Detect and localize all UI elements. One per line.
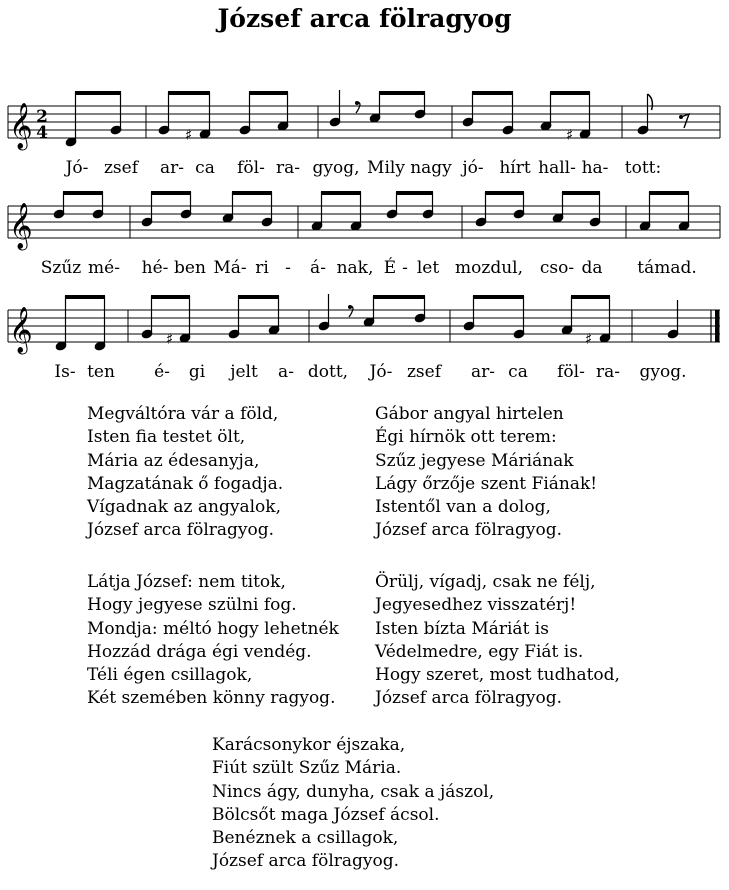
lyric-syllable: gyog.	[639, 362, 687, 382]
lyric-syllable: föl-	[237, 158, 265, 178]
verse-line: József arca fölragyog.	[375, 688, 563, 709]
lyric-syllable: támad.	[637, 258, 697, 278]
lyric-syllable: föl-	[557, 362, 585, 382]
verse-line: Nincs ágy, dunyha, csak a jászol,	[212, 781, 495, 802]
staff-system-2	[0, 186, 729, 250]
verse-line: Karácsonykor éjszaka,	[212, 735, 406, 755]
lyric-syllable: nak,	[336, 258, 374, 278]
lyric-syllable: a-	[278, 362, 294, 382]
verse-line: Fiút szült Szűz Mária.	[212, 758, 402, 779]
lyric-syllable: ca	[508, 362, 528, 382]
verse-line: József arca fölragyog.	[375, 520, 563, 541]
verse-line: Isten fia testet ölt,	[87, 427, 246, 448]
verse-1	[87, 403, 283, 543]
lyric-syllable: jelt	[230, 362, 258, 382]
verse-2	[375, 403, 597, 543]
treble-clef-icon: 𝄞	[9, 103, 33, 149]
verse-line: Gábor angyal hirtelen	[375, 404, 564, 424]
song-title: József arca fölragyog	[217, 4, 512, 33]
verse-line: József arca fölragyog.	[212, 851, 400, 872]
lyric-syllable: Is-	[54, 362, 76, 382]
lyric-syllable: É	[383, 258, 397, 278]
lyric-syllable: Jó-	[65, 158, 89, 178]
sharp-icon: ♯	[185, 126, 193, 144]
lyric-syllable: á-	[310, 258, 326, 278]
treble-clef-icon: 𝄞	[9, 203, 33, 249]
lyric-syllable: hé-	[141, 258, 169, 278]
lyric-syllable: ar-	[470, 362, 496, 382]
verse-line: Magzatának ő fogadja.	[87, 473, 284, 494]
verse-line: Védelmedre, egy Fiát is.	[375, 641, 584, 662]
lyric-syllable: ten	[87, 362, 115, 382]
sharp-icon: ♯	[566, 126, 574, 144]
lyric-syllable: let	[416, 258, 440, 278]
verse-5	[212, 734, 494, 874]
lyric-syllable: gi	[188, 362, 206, 382]
time-signature-bottom: 4	[36, 123, 48, 143]
lyric-syllable: zsef	[103, 158, 139, 178]
verse-line: Két szemében könny ragyog.	[87, 688, 336, 709]
final-barline	[715, 310, 720, 342]
verse-line: Hogy szeret, most tudhatod,	[375, 665, 620, 686]
lyric-syllable: -	[285, 258, 291, 278]
lyric-syllable: hírt	[499, 158, 531, 178]
verse-line: Isten bízta Máriát is	[375, 618, 549, 639]
lyric-syllable: ha-	[581, 158, 609, 178]
verse-3	[87, 571, 339, 711]
sharp-icon: ♯	[166, 330, 174, 348]
verse-line: Bölcsőt maga József ácsol.	[212, 804, 440, 825]
lyric-syllable: da	[581, 258, 603, 278]
lyric-syllable: zsef	[406, 362, 442, 382]
verse-line: Mária az édesanyja,	[87, 450, 260, 471]
lyric-syllable: ri	[255, 258, 269, 278]
lyric-syllable: cso-	[539, 258, 575, 278]
lyric-syllable: Má-	[213, 258, 247, 278]
lyric-syllable: ca	[195, 158, 215, 178]
verse-line: Mondja: méltó hogy lehetnék	[87, 618, 339, 639]
lyric-syllable: hall-	[538, 158, 576, 178]
verse-line: Megváltóra vár a föld,	[87, 404, 279, 424]
lyric-syllable: tott:	[624, 158, 662, 178]
verse-line: Hozzád drága égi vendég.	[87, 641, 312, 662]
lyric-syllable: -	[402, 258, 408, 278]
lyric-syllable: é-	[154, 362, 170, 382]
verse-line: Benéznek a csillagok,	[212, 828, 399, 849]
lyric-syllable: dott,	[307, 362, 349, 382]
lyric-syllable: ra-	[595, 362, 621, 382]
lyric-syllable: mé-	[88, 258, 120, 278]
lyric-syllable: Jó-	[369, 362, 393, 382]
lyric-syllable: mozdul,	[455, 258, 523, 278]
verse-line: Hogy jegyese szülni fog.	[87, 595, 297, 616]
verse-line: Szűz jegyese Máriának	[375, 450, 574, 471]
lyric-syllable: Mily	[367, 158, 405, 178]
verse-line: Jegyesedhez visszatérj!	[375, 595, 577, 616]
lyric-syllable: jó-	[462, 158, 484, 178]
verse-line: Istentől van a dolog,	[375, 497, 551, 518]
verse-line: Vígadnak az angyalok,	[87, 497, 281, 518]
lyric-syllable: Szűz	[40, 258, 82, 278]
time-signature-top: 2	[36, 107, 48, 127]
lyric-syllable: gyog,	[312, 158, 360, 178]
verse-line: Téli égen csillagok,	[87, 665, 253, 686]
sharp-icon: ♯	[585, 330, 593, 348]
verse-4	[375, 571, 620, 711]
lyric-syllable: ben	[174, 258, 206, 278]
lyric-syllable: ra-	[275, 158, 301, 178]
verse-line: József arca fölragyog.	[87, 520, 275, 541]
lyric-syllable: nagy	[410, 158, 452, 178]
lyric-syllable: ar-	[159, 158, 185, 178]
treble-clef-icon: 𝄞	[9, 307, 33, 353]
verse-line: Lágy őrzője szent Fiának!	[375, 473, 598, 494]
verse-line: Látja József: nem titok,	[87, 572, 286, 592]
verse-line: Örülj, vígadj, csak ne félj,	[375, 572, 596, 592]
verse-line: Égi hírnök ott terem:	[375, 427, 557, 448]
staff-system-3	[0, 290, 729, 354]
staff-system-1	[0, 86, 729, 150]
